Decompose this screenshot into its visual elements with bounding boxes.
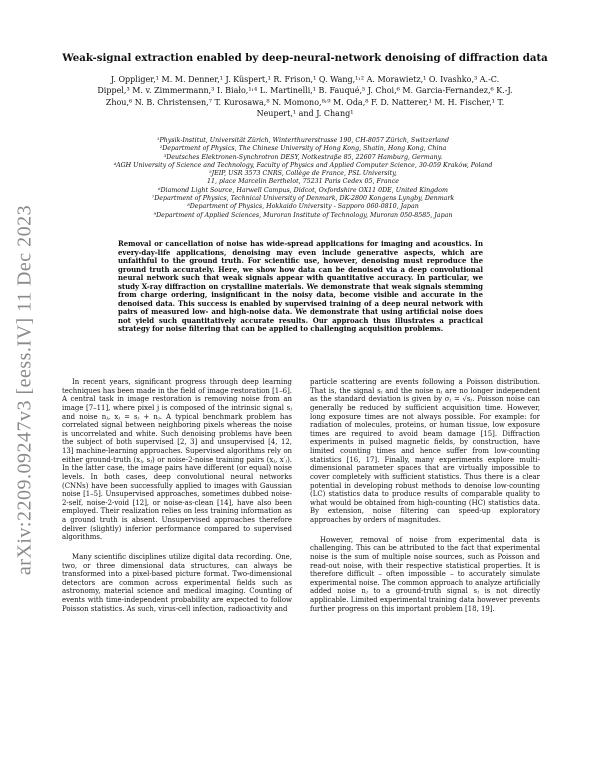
affiliation-line: ³Deutsches Elektronen-Synchrotron DESY, Notkestraße 85, 22607 Hamburg, Germany.	[163, 153, 443, 161]
body-paragraph: In recent years, significant progress through deep learning techniques has been made in the field of image restoration [1–6]. A central task in image restoration is removing noise from an image [7–11], where pixel j is composed of the intrinsic signal sⱼ and noise nⱼ, xⱼ = sⱼ + nⱼ. A typical benchmark problem has correlated signal between neighboring pixels whereas the noise is uncorrelated and white. Such denoising problems have been the subject of both supervised [2, 3] and unsupervised [4, 12, 13] machine-learning approaches. Supervised algorithms rely on either ground-truth (xⱼ, sⱼ) or noise-2-noise training pairs (xⱼ, x′ⱼ). In the latter case, the image pairs have different (or equal) noise levels. In both cases, deep convolutional neural networks (CNNs) have been successfully applied to images with Gaussian noise [1–5]. Unsupervised approaches, sometimes dubbed noise-2-self, noise-2-void [12], or noise-as-clean [14], have also been employed. Their realization relies on less training information as a ground truth is absent. Unsupervised approaches therefore deliver (slightly) inferior performance compared to supervised algorithms.	[62, 378, 292, 542]
arxiv-id: arXiv:2209.09247v3 [eess.IV] 11 Dec 2023	[13, 204, 36, 576]
affiliation-line: ²Department of Physics, The Chinese University of Hong Kong, Shatin, Hong Kong, China	[159, 145, 447, 153]
left-column	[62, 378, 292, 621]
affiliation-line: ⁸Department of Physics, Hokkaido University - Sapporo 060-0810, Japan	[187, 203, 419, 211]
body-paragraph: particle scattering are events following a Poisson distribution. That is, the signal sⱼ and the noise nⱼ are no longer independent as the standard deviation is given by σⱼ = √sⱼ. Poisson noise can generally be reduced by sufficient acquisition time. However, long exposure times are not always possible. For example: for radiation of molecules, proteins, or human tissue, low exposure times are required to avoid beam damage [15]. Diffraction experiments in pulsed magnetic fields, by construction, have limited counting times and hence suffer from low-counting statistics [16, 17]. Finally, many experiments explore multi-dimensional parameter spaces that are virtually impossible to cover completely with sufficient statistics. Thus there is a clear potential in developing robust methods to denoise low-counting (LC) statistics data to produce results of comparable quality to what would be obtained from high-counting (HC) statistics data. By extension, noise filtering can speed-up exploratory approaches by orders of magnitudes.	[310, 378, 540, 524]
right-column	[310, 378, 540, 621]
affiliation-line: ⁶Diamond Light Source, Harwell Campus, Didcot, Oxfordshire OX11 0DE, United Kingdom	[157, 186, 449, 194]
affiliation-list	[58, 137, 548, 220]
body-paragraph: Many scientific disciplines utilize digital data recording. One, two, or three dimensional data structures, can always be transformed into a pixel-based picture format. Two-dimensional detectors are common across experimental fields such as astronomy, material science and medical imaging. Counting of events with time-independent probability are expected to follow Poisson statistics. As such, virus-cell infection, radioactivity and	[62, 552, 292, 613]
abstract: Removal or cancellation of noise has wide-spread applications for imaging and acoustics. In every-day-life applications, denoising may even include generative aspects, which are unfaithful to the ground truth. For scientific use, however, denoising must reproduce the ground truth accurately. Here, we show how data can be denoised via a deep convolutional neural network such that weak signals appear with quantitative accuracy. In particular, we study X-ray diffraction on crystalline materials. We demonstrate that weak signals stemming from charge ordering, insignificant in the noisy data, become visible and accurate in the denoised data. This success is enabled by supervised training of a deep neural network with pairs of measured low- and high-noise data. We demonstrate that using artificial noise does not yield such quantitatively accurate results. Our approach thus illustrates a practical strategy for noise filtering that can be applied to challenging acquisition problems.	[118, 239, 483, 334]
author-list: J. Oppliger,¹ M. M. Denner,¹ J. Küspert,¹ R. Frison,¹ Q. Wang,¹˒² A. Morawietz,¹ O. Ivashko,³ A.-C. Dippel,³ M. v. Zimmermann,³ I. Biało,¹˒⁴ L. Martinelli,¹ B. Fauqué,⁵ J. Choi,⁶ M. Garcia-Fernandez,⁶ K.-J. Zhou,⁶ N. B. Christensen,⁷ T. Kurosawa,⁸ N. Momono,⁸˒⁹ M. Oda,⁸ F. D. Natterer,¹ M. H. Fischer,¹ T. Neupert,¹ and J. Chang¹	[97, 75, 513, 119]
affiliation-line: ⁷Department of Physics, Technical University of Denmark, DK-2800 Kongens Lyngby, Denmark	[151, 195, 455, 203]
affiliation-line: ¹Physik-Institut, Universität Zürich, Winterthurerstrasse 190, CH-8057 Zürich, Switzerland	[156, 137, 450, 144]
arxiv-sidebar-stamp	[10, 195, 40, 585]
affiliation-line: ⁹Department of Applied Sciences, Muroran Institute of Technology, Muroran 050-8585, Japan	[153, 211, 453, 219]
paper-title: Weak-signal extraction enabled by deep-neural-network denoising of diffraction data	[62, 52, 548, 64]
body-paragraph: However, removal of noise from experimental data is challenging. This can be attributed to the fact that experimental noise is the sum of multiple noise sources, such as Poisson and read-out noise, with their respective statistical properties. It is therefore difficult – often impossible – to accurately simulate experimental noise. The common approach to analyze artificially added noise nⱼ to a ground-truth signal sⱼ is not directly applicable. Limited experimental training data however prevents further progress on this important problem [18, 19].	[310, 535, 540, 613]
affiliation-line: ⁴AGH University of Science and Technology, Faculty of Physics and Applied Computer Science, 30-059 Kraków, Poland	[113, 161, 493, 169]
affiliation-line: 11, place Marcelin Berthelot, 75231 Paris Cedex 05, France	[207, 178, 399, 186]
affiliation-line: ⁵JEIP, USR 3573 CNRS, Collège de France, PSL University,	[209, 170, 397, 178]
